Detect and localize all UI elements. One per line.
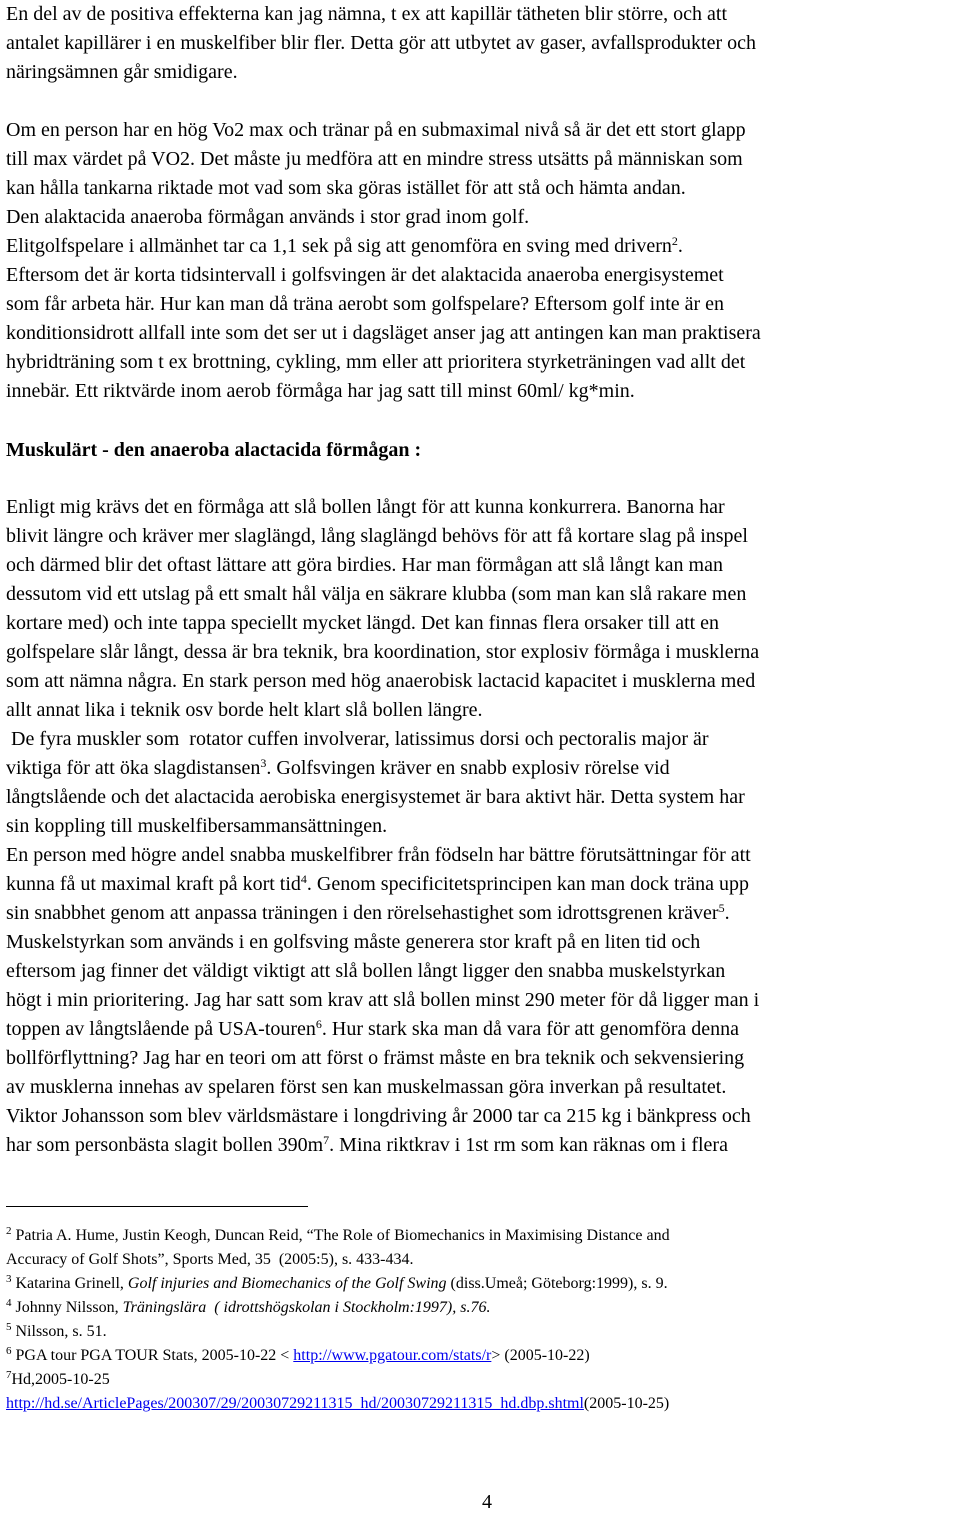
footnote-5 xyxy=(6,1320,670,1344)
footnote-number: 2 xyxy=(6,1225,12,1237)
paragraph-line xyxy=(6,232,761,261)
footnote-text: (2005-10-25) xyxy=(583,1395,670,1412)
footnote-4 xyxy=(6,1296,670,1320)
paragraph-line: till max värdet på VO2. Det måste ju medföra att en mindre stress utsätts på människan som xyxy=(6,148,743,170)
line-text: . xyxy=(677,235,683,257)
footnote-7-continued xyxy=(6,1392,670,1416)
hd-article-link[interactable]: http://hd.se/ArticlePages/200307/29/20030729211315_hd/20030729211315_hd.dbp.shtml xyxy=(6,1395,584,1412)
paragraph-line: De fyra muskler som rotator cuffen involverar, latissimus dorsi och pectoralis major är xyxy=(6,728,709,750)
footnote-text: Nilsson, s. 51. xyxy=(11,1323,107,1340)
line-text: . Mina riktkrav i 1st rm som kan räknas om i flera xyxy=(329,1134,728,1156)
line-text: . Hur stark ska man då vara för att genomföra denna xyxy=(321,1018,739,1040)
paragraph-line xyxy=(6,870,759,899)
footnote-ref: 4 xyxy=(300,872,307,886)
paragraph-line: kortare med) och inte tappa speciellt mycket längd. Det kan finnas flera orsaker till att en xyxy=(6,612,720,634)
paragraph-line: innebär. Ett riktvärde inom aerob förmåga har jag satt till minst 60ml/ kg*min. xyxy=(6,380,635,402)
paragraph-capillary-effects xyxy=(6,0,756,87)
paragraph-line: En del av de positiva effekterna kan jag nämna, t ex att kapillär tätheten blir större, och att xyxy=(6,3,728,25)
footnote-title: Träningslära ( idrottshögskolan i Stockholm:1997), s.76. xyxy=(122,1299,491,1316)
footnote-ref: 2 xyxy=(671,234,678,248)
line-text: . xyxy=(724,902,730,924)
section-heading: Muskulärt - den anaeroba alactacida förmågan : xyxy=(6,439,422,461)
paragraph-line: antalet kapillärer i en muskelfiber blir fler. Detta gör att utbytet av gaser, avfallsprodukter och xyxy=(6,32,757,54)
footnote-separator xyxy=(6,1206,308,1207)
footnote-text: Patria A. Hume, Justin Keogh, Duncan Reid, “The Role of Biomechanics in Maximising Distance and xyxy=(11,1227,670,1244)
footnotes xyxy=(6,1224,670,1416)
footnote-title: Golf injuries and Biomechanics of the Golf Swing xyxy=(127,1275,447,1292)
paragraph-line: av musklerna innehas av spelaren först sen kan muskelmassan göra inverkan på resultatet. xyxy=(6,1076,727,1098)
footnote-7 xyxy=(6,1368,670,1392)
pgatour-stats-link[interactable]: http://www.pgatour.com/stats/r xyxy=(293,1347,492,1364)
line-text: Elitgolfspelare i allmänhet tar ca 1,1 sek på sig att genomföra en sving med drivern xyxy=(6,235,672,257)
paragraph-line: Viktor Johansson som blev världsmästare i longdriving år 2000 tar ca 215 kg i bänkpress och xyxy=(6,1105,751,1127)
footnote-ref: 6 xyxy=(315,1017,322,1031)
line-text: . Golfsvingen kräver en snabb explosiv rörelse vid xyxy=(266,757,670,779)
footnote-3 xyxy=(6,1272,670,1296)
page-number: 4 xyxy=(482,1491,492,1513)
paragraph-line: Eftersom det är korta tidsintervall i golfsvingen är det alaktacida anaeroba energisystemet xyxy=(6,264,724,286)
footnote-2-continued: Accuracy of Golf Shots”, Sports Med, 35 (2005:5), s. 433-434. xyxy=(6,1251,414,1268)
paragraph-line: Om en person har en hög Vo2 max och tränar på en submaximal nivå så är det ett stort glapp xyxy=(6,119,746,141)
footnote-ref: 7 xyxy=(323,1133,330,1147)
line-text: viktiga för att öka slagdistansen xyxy=(6,757,261,779)
paragraph-line: och därmed blir det oftast lättare att göra birdies. Har man förmågan att slå långt kan man xyxy=(6,554,723,576)
footnote-number: 4 xyxy=(6,1297,12,1309)
footnote-text: > (2005-10-22) xyxy=(491,1347,590,1364)
footnote-text: Katarina Grinell, xyxy=(11,1275,128,1292)
paragraph-line: sin koppling till muskelfibersammansättningen. xyxy=(6,815,388,837)
paragraph-line: bollförflyttning? Jag har en teori om att först o främst måste en bra teknik och sekvensiering xyxy=(6,1047,745,1069)
footnote-6 xyxy=(6,1344,670,1368)
footnote-ref: 5 xyxy=(718,901,725,915)
footnote-number: 6 xyxy=(6,1345,12,1357)
paragraph-line xyxy=(6,899,759,928)
paragraph-line: Enligt mig krävs det en förmåga att slå bollen långt för att kunna konkurrera. Banorna har xyxy=(6,496,725,518)
footnote-number: 7 xyxy=(6,1369,12,1381)
line-text: sin snabbhet genom att anpassa träningen i den rörelsehastighet som idrottsgrenen kräver xyxy=(6,902,719,924)
line-text: toppen av långtslående på USA-touren xyxy=(6,1018,316,1040)
footnote-text: Johnny Nilsson, xyxy=(11,1299,123,1316)
paragraph-line xyxy=(6,754,759,783)
paragraph-line: En person med högre andel snabba muskelfibrer från födseln har bättre förutsättningar för att xyxy=(6,844,751,866)
paragraph-line: eftersom jag finner det väldigt viktigt att slå bollen långt ligger den snabba muskelstyrkan xyxy=(6,960,726,982)
footnote-number: 3 xyxy=(6,1273,12,1285)
footnote-number: 5 xyxy=(6,1321,12,1333)
line-text: har som personbästa slagit bollen 390m xyxy=(6,1134,324,1156)
footnote-2 xyxy=(6,1224,670,1248)
footnote-text: PGA tour PGA TOUR Stats, 2005-10-22 < xyxy=(11,1347,294,1364)
footnote-ref: 3 xyxy=(260,756,267,770)
paragraph-muscular xyxy=(6,493,759,1160)
paragraph-line: som får arbeta här. Hur kan man då träna aerobt som golfspelare? Eftersom golf inte är en xyxy=(6,293,725,315)
paragraph-line: långtslående och det alactacida aerobiska energisystemet är bara aktivt här. Detta system har xyxy=(6,786,745,808)
paragraph-aerobic xyxy=(6,116,761,406)
paragraph-line xyxy=(6,1131,759,1160)
paragraph-line: näringsämnen går smidigare. xyxy=(6,61,238,83)
paragraph-line xyxy=(6,1015,759,1044)
line-text: . Genom specificitetsprincipen kan man dock träna upp xyxy=(306,873,750,895)
paragraph-line: Den alaktacida anaeroba förmågan används i stor grad inom golf. xyxy=(6,206,530,228)
line-text: kunna få ut maximal kraft på kort tid xyxy=(6,873,301,895)
paragraph-line: kan hålla tankarna riktade mot vad som ska göras istället för att stå och hämta andan. xyxy=(6,177,686,199)
footnote-text: Hd,2005-10-25 xyxy=(11,1371,110,1388)
paragraph-line: högt i min prioritering. Jag har satt som krav att slå bollen minst 290 meter för då ligger man i xyxy=(6,989,760,1011)
paragraph-line: allt annat lika i teknik osv borde helt klart slå bollen längre. xyxy=(6,699,483,721)
footnote-text: (diss.Umeå; Göteborg:1999), s. 9. xyxy=(446,1275,668,1292)
paragraph-line: golfspelare slår långt, dessa är bra teknik, bra koordination, stor explosiv förmåga i musklerna xyxy=(6,641,760,663)
paragraph-line: konditionsidrott allfall inte som det ser ut i dagsläget anser jag att antingen kan man praktisera xyxy=(6,322,761,344)
paragraph-line: som att nämna några. En stark person med hög anaerobisk lactacid kapacitet i musklerna med xyxy=(6,670,756,692)
paragraph-line: hybridträning som t ex brottning, cykling, mm eller att prioritera styrketräningen vad allt det xyxy=(6,351,746,373)
paragraph-line: Muskelstyrkan som används i en golfsving måste generera stor kraft på en liten tid och xyxy=(6,931,701,953)
paragraph-line: blivit längre och kräver mer slaglängd, lång slaglängd behövs för att få kortare slag på inspel xyxy=(6,525,748,547)
paragraph-line: dessutom vid ett utslag på ett smalt hål välja en säkrare klubba (som man kan slå rakare men xyxy=(6,583,747,605)
